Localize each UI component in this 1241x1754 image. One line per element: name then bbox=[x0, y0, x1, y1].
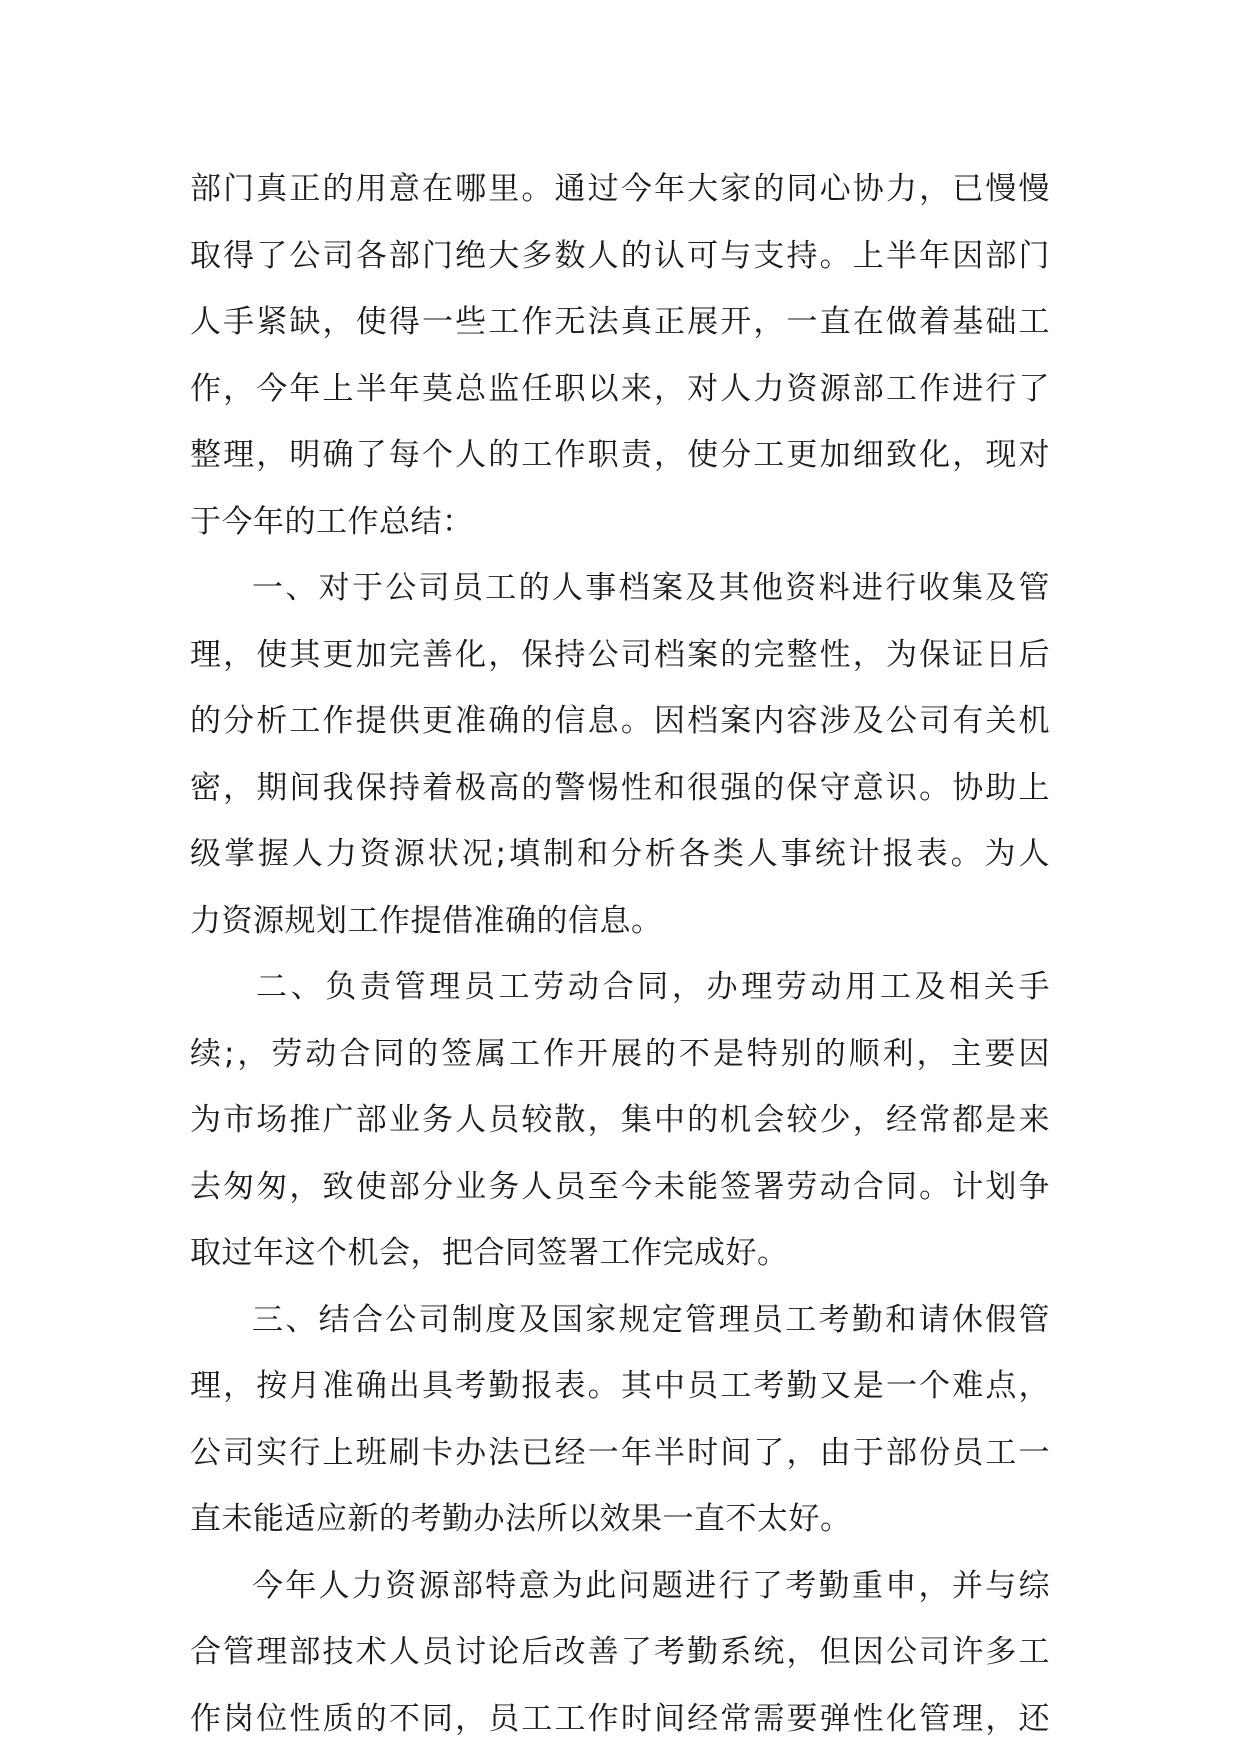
text-line: 合管理部技术人员讨论后改善了考勤系统，但因公司许多工 bbox=[190, 1634, 1050, 1670]
text-line: 二、负责管理员工劳动合同，办理劳动用工及相关手 bbox=[256, 969, 1050, 1005]
text-line: 级掌握人力资源状况;填制和分析各类人事统计报表。为人 bbox=[190, 836, 1050, 872]
text-line: 理，按月准确出具考勤报表。其中员工考勤又是一个难点， bbox=[190, 1368, 1050, 1404]
text-line: 取过年这个机会，把合同签署工作完成好。 bbox=[190, 1235, 789, 1271]
text-line: 为市场推广部业务人员较散，集中的机会较少，经常都是来 bbox=[190, 1102, 1050, 1138]
paragraph-item-3 bbox=[190, 1287, 1050, 1553]
text-line: 一、对于公司员工的人事档案及其他资料进行收集及管 bbox=[252, 570, 1050, 606]
text-line: 去匆匆，致使部分业务人员至今未能签署劳动合同。计划争 bbox=[190, 1168, 1050, 1205]
text-line: 三、结合公司制度及国家规定管理员工考勤和请休假管 bbox=[252, 1301, 1050, 1338]
text-line: 部门真正的用意在哪里。通过今年大家的同心协力，已慢慢 bbox=[190, 171, 1050, 207]
text-line: 续;，劳动合同的签属工作开展的不是特别的顺利，主要因 bbox=[190, 1035, 1050, 1072]
text-line: 人手紧缺，使得一些工作无法真正展开，一直在做着基础工 bbox=[190, 304, 1050, 340]
text-line: 作，今年上半年莫总监任职以来，对人力资源部工作进行了 bbox=[190, 370, 1050, 407]
text-line: 直未能适应新的考勤办法所以效果一直不太好。 bbox=[190, 1501, 852, 1537]
text-line: 力资源规划工作提借准确的信息。 bbox=[190, 902, 663, 939]
text-line: 理，使其更加完善化，保持公司档案的完整性，为保证日后 bbox=[190, 636, 1050, 673]
text-line: 密，期间我保持着极高的警惕性和很强的保守意识。协助上 bbox=[190, 769, 1050, 806]
text-line: 公司实行上班刷卡办法已经一年半时间了，由于部份员工一 bbox=[190, 1434, 1050, 1471]
text-line: 作岗位性质的不同，员工工作时间经常需要弹性化管理，还 bbox=[190, 1700, 1050, 1737]
paragraph-attendance bbox=[190, 1553, 1050, 1753]
text-line: 今年人力资源部特意为此问题进行了考勤重申，并与综 bbox=[252, 1567, 1050, 1604]
paragraph-item-2 bbox=[190, 954, 1050, 1287]
text-line: 取得了公司各部门绝大多数人的认可与支持。上半年因部门 bbox=[190, 237, 1050, 274]
document-body bbox=[190, 156, 1050, 1752]
text-line: 整理，明确了每个人的工作职责，使分工更加细致化，现对 bbox=[190, 437, 1050, 473]
text-line: 于今年的工作总结： bbox=[190, 503, 474, 540]
text-line: 的分析工作提供更准确的信息。因档案内容涉及公司有关机 bbox=[190, 703, 1050, 739]
paragraph-item-1 bbox=[190, 555, 1050, 954]
paragraph-intro-continued bbox=[190, 156, 1050, 555]
